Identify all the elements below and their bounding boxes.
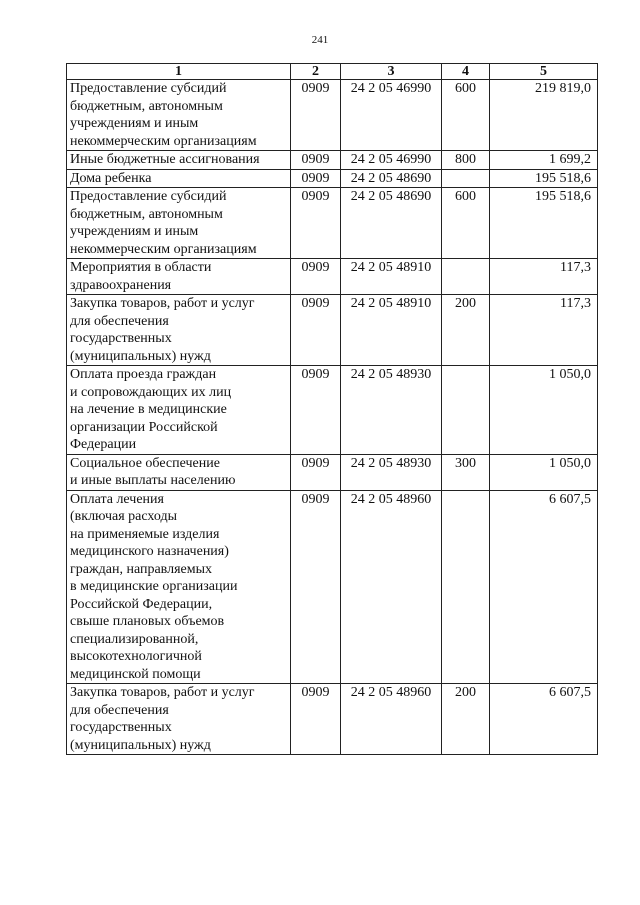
- expense-type-cell: 600: [442, 80, 490, 151]
- expense-type-cell: [442, 259, 490, 295]
- expense-type-cell: 800: [442, 151, 490, 170]
- section-code-cell: 0909: [291, 80, 341, 151]
- expense-type-cell: 600: [442, 188, 490, 259]
- table-row: [67, 684, 598, 755]
- section-code-cell: 0909: [291, 151, 341, 170]
- table-header-row: [67, 64, 598, 80]
- expense-type-cell: 200: [442, 684, 490, 755]
- header-col-4: 4: [442, 64, 490, 80]
- header-col-1: 1: [67, 64, 291, 80]
- header-col-3: 3: [341, 64, 442, 80]
- target-article-cell: 24 2 05 48930: [341, 366, 442, 455]
- row-name-cell: Мероприятия в области здравоохранения: [67, 259, 291, 295]
- row-name-cell: Дома ребенка: [67, 169, 291, 188]
- target-article-cell: 24 2 05 48690: [341, 169, 442, 188]
- amount-cell: 117,3: [490, 295, 598, 366]
- row-name-cell: Социальное обеспечение и иные выплаты населению: [67, 454, 291, 490]
- expense-type-cell: 300: [442, 454, 490, 490]
- section-code-cell: 0909: [291, 259, 341, 295]
- table-row: [67, 259, 598, 295]
- table-row: [67, 169, 598, 188]
- expense-type-cell: [442, 366, 490, 455]
- header-col-5: 5: [490, 64, 598, 80]
- row-name-cell: Закупка товаров, работ и услуг для обеспечения государственных (муниципальных) нужд: [67, 684, 291, 755]
- row-name-cell: Оплата проезда граждан и сопровождающих их лиц на лечение в медицинские организации Российской Федерации: [67, 366, 291, 455]
- table-row: [67, 454, 598, 490]
- table-row: [67, 295, 598, 366]
- amount-cell: 195 518,6: [490, 188, 598, 259]
- header-col-2: 2: [291, 64, 341, 80]
- section-code-cell: 0909: [291, 188, 341, 259]
- amount-cell: 117,3: [490, 259, 598, 295]
- expense-type-cell: [442, 490, 490, 684]
- expense-type-cell: 200: [442, 295, 490, 366]
- target-article-cell: 24 2 05 48910: [341, 295, 442, 366]
- section-code-cell: 0909: [291, 454, 341, 490]
- target-article-cell: 24 2 05 48910: [341, 259, 442, 295]
- table-row: [67, 490, 598, 684]
- table-body: [67, 80, 598, 755]
- target-article-cell: 24 2 05 48690: [341, 188, 442, 259]
- target-article-cell: 24 2 05 48960: [341, 684, 442, 755]
- target-article-cell: 24 2 05 48930: [341, 454, 442, 490]
- target-article-cell: 24 2 05 46990: [341, 80, 442, 151]
- row-name-cell: Закупка товаров, работ и услуг для обеспечения государственных (муниципальных) нужд: [67, 295, 291, 366]
- amount-cell: 195 518,6: [490, 169, 598, 188]
- amount-cell: 1 050,0: [490, 454, 598, 490]
- amount-cell: 219 819,0: [490, 80, 598, 151]
- target-article-cell: 24 2 05 48960: [341, 490, 442, 684]
- row-name-cell: Предоставление субсидий бюджетным, автономным учреждениям и иным некоммерческим организациям: [67, 188, 291, 259]
- table-row: [67, 366, 598, 455]
- row-name-cell: Оплата лечения (включая расходы на применяемые изделия медицинского назначения) граждан, направляемых в медицинские организации Российской Федерации, свыше плановых объемов специализированной, высокотехнологичной медицинской помощи: [67, 490, 291, 684]
- row-name-cell: Предоставление субсидий бюджетным, автономным учреждениям и иным некоммерческим организациям: [67, 80, 291, 151]
- target-article-cell: 24 2 05 46990: [341, 151, 442, 170]
- section-code-cell: 0909: [291, 366, 341, 455]
- amount-cell: 6 607,5: [490, 490, 598, 684]
- table-row: [67, 188, 598, 259]
- amount-cell: 6 607,5: [490, 684, 598, 755]
- section-code-cell: 0909: [291, 490, 341, 684]
- row-name-cell: Иные бюджетные ассигнования: [67, 151, 291, 170]
- page-number: 241: [311, 34, 329, 46]
- expense-type-cell: [442, 169, 490, 188]
- table-row: [67, 151, 598, 170]
- section-code-cell: 0909: [291, 169, 341, 188]
- table-row: [67, 80, 598, 151]
- amount-cell: 1 699,2: [490, 151, 598, 170]
- section-code-cell: 0909: [291, 295, 341, 366]
- section-code-cell: 0909: [291, 684, 341, 755]
- amount-cell: 1 050,0: [490, 366, 598, 455]
- budget-table: [66, 63, 598, 755]
